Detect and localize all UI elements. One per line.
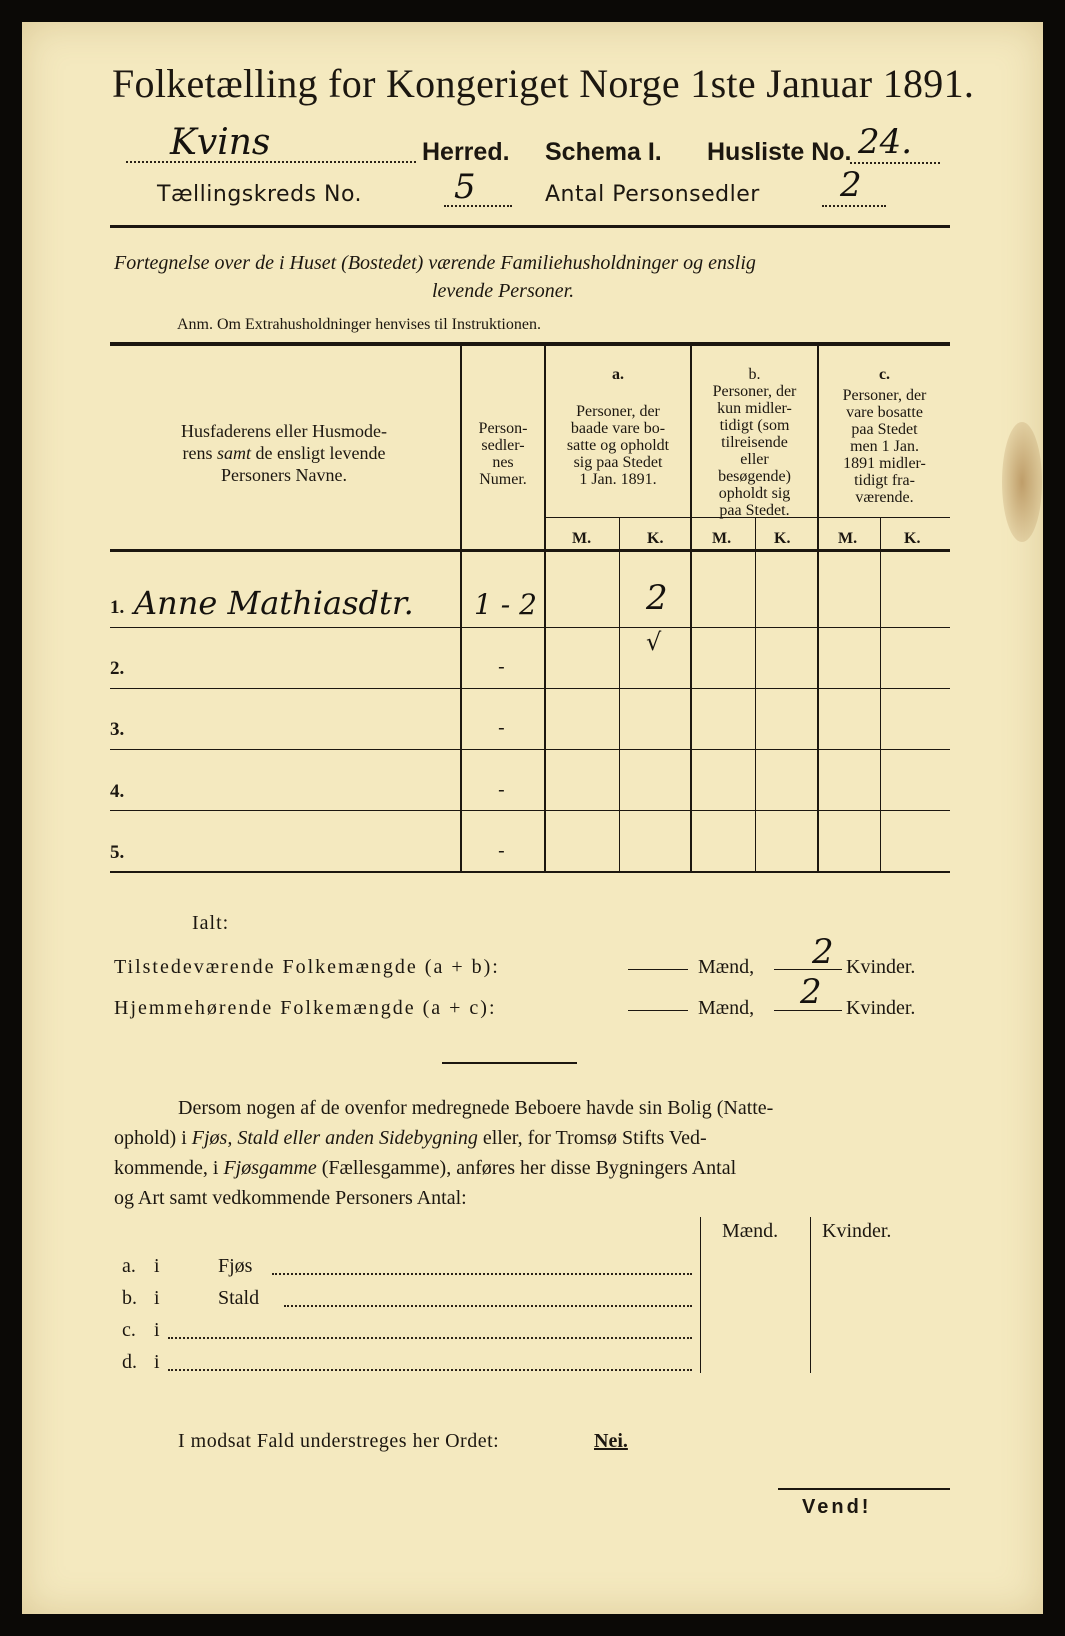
paper-stain (1002, 422, 1042, 542)
col-divider (755, 518, 756, 871)
person-sedler-number: - (498, 654, 505, 678)
hjemme-kvinder-value[interactable]: 2 (800, 972, 822, 1012)
row-number: 4. (110, 781, 125, 802)
col-a-header (546, 366, 690, 488)
col-name-header-line: Personers Navne. (221, 465, 347, 485)
table-header-bottom-rule (110, 549, 950, 552)
row-number: 2. (110, 658, 125, 679)
col-b-line: paa Stedet. (719, 502, 790, 519)
col-c-k-label: K. (904, 530, 921, 547)
col-c-line: Personer, der (842, 387, 927, 404)
col-a-line: Personer, der (576, 403, 660, 420)
taellingskreds-value[interactable]: 5 (454, 167, 476, 207)
taellingskreds-label: Tællingskreds No. (157, 182, 363, 207)
col-b-line: eller (740, 451, 769, 468)
col-divider (880, 518, 881, 871)
col-name-header (114, 420, 454, 486)
hjemme-label: Hjemmehørende Folkemængde (a + c): (114, 997, 497, 1019)
col-a-letter: a. (612, 366, 624, 383)
col-a-line: satte og opholdt (566, 437, 670, 454)
col-c-line: værende. (855, 489, 914, 506)
tilstede-kvinder-label: Kvinder. (846, 956, 916, 978)
building-item-i: i (154, 1319, 160, 1341)
ialt-label: Ialt: (192, 912, 230, 934)
buildings-para-line-3: kommende, i Fjøsgamme (Fællesgamme), anføres her disse Bygningers Antal (114, 1157, 737, 1179)
building-item-dots (168, 1336, 692, 1339)
col-b-line: kun midler- (717, 400, 792, 417)
building-item-dots (272, 1272, 692, 1275)
buildings-kvinder-header: Kvinder. (822, 1220, 892, 1242)
building-item-dots (284, 1304, 692, 1307)
col-name-header-line: Husfaderens eller Husmode- (181, 421, 387, 441)
tilstede-maend-line (628, 969, 688, 970)
col-b-line: besøgende) (718, 468, 791, 485)
building-item-i: i (154, 1287, 160, 1309)
nei-word[interactable]: Nei. (594, 1430, 628, 1452)
col-num-header (462, 420, 544, 488)
table-top-rule (110, 342, 950, 346)
buildings-col-divider (810, 1217, 811, 1373)
col-num-line: Numer. (479, 471, 527, 488)
col-b-header (692, 366, 817, 519)
husliste-value[interactable]: 24. (858, 122, 913, 162)
building-item-letter: d. (122, 1351, 137, 1373)
col-c-line: paa Stedet (851, 421, 918, 438)
intro-line-1: Fortegnelse over de i Huset (Bostedet) værende Familiehusholdninger og enslig (114, 252, 756, 274)
person-sedler-number: - (498, 838, 505, 862)
col-b-line: opholdt sig (718, 485, 791, 502)
vend-rule (778, 1488, 950, 1490)
buildings-maend-header: Mænd. (722, 1220, 779, 1242)
personsedler-value[interactable]: 2 (840, 165, 862, 205)
row-number: 3. (110, 719, 125, 740)
col-num-line: nes (492, 454, 514, 471)
col-num-line: sedler- (481, 437, 525, 454)
modsat-label: I modsat Fald understreges her Ordet: (178, 1430, 500, 1452)
buildings-col-divider (700, 1217, 701, 1373)
col-name-header-line: rens samt de ensligt levende (182, 443, 386, 463)
table-bottom-rule (110, 871, 950, 873)
building-item-label: Fjøs (218, 1255, 253, 1277)
schema-label: Schema I. (545, 138, 662, 166)
section-divider (442, 1062, 577, 1064)
col-a-line: sig paa Stedet (573, 454, 663, 471)
row-rule (110, 749, 950, 750)
tilstede-kvinder-value[interactable]: 2 (812, 932, 834, 972)
row-number: 1. (110, 597, 125, 618)
buildings-para-line-4: og Art samt vedkommende Personers Antal: (114, 1187, 467, 1209)
header-rule (110, 225, 950, 228)
row-rule (110, 688, 950, 689)
col-c-line: 1891 midler- (843, 455, 926, 472)
herred-label: Herred. (422, 138, 510, 166)
col-a-k-value[interactable]: 2 (646, 578, 668, 618)
col-b-line: tilreisende (721, 434, 788, 451)
census-form-sheet (22, 22, 1043, 1614)
col-b-line: tidigt (som (719, 417, 790, 434)
row-rule (110, 627, 950, 628)
tilstede-maend-label: Mænd, (698, 956, 755, 978)
col-b-m-label: M. (712, 530, 732, 547)
hjemme-maend-line (628, 1010, 688, 1011)
col-divider (619, 518, 620, 871)
intro-line-2: levende Personer. (432, 280, 575, 302)
buildings-para-line-1: Dersom nogen af de ovenfor medregnede Beboere havde sin Bolig (Natte- (178, 1097, 774, 1119)
personsedler-label: Antal Personsedler (545, 182, 760, 207)
col-a-line: baade vare bo- (570, 420, 666, 437)
building-item-letter: c. (122, 1319, 136, 1341)
hjemme-kvinder-label: Kvinder. (846, 997, 916, 1019)
person-sedler-number: - (498, 777, 505, 801)
person-sedler-number: - (498, 715, 505, 739)
col-c-letter: c. (878, 366, 891, 383)
building-item-i: i (154, 1351, 160, 1373)
col-c-line: tidigt fra- (854, 472, 915, 489)
person-sedler-number[interactable]: 1 - 2 (474, 588, 537, 621)
tilstede-label: Tilstedeværende Folkemængde (a + b): (114, 956, 500, 978)
building-item-label: Stald (218, 1287, 260, 1309)
form-title: Folketælling for Kongeriget Norge 1ste Januar 1891. (112, 61, 975, 106)
col-c-line: vare bosatte (846, 404, 923, 421)
buildings-para-line-2: ophold) i Fjøs, Stald eller anden Sidebygning eller, for Tromsø Stifts Ved- (114, 1127, 707, 1149)
col-a-line: 1 Jan. 1891. (579, 471, 657, 488)
col-b-letter: b. (748, 366, 761, 383)
row-rule (110, 810, 950, 811)
col-a-m-label: M. (572, 530, 592, 547)
col-num-line: Person- (478, 420, 528, 437)
person-name[interactable]: Anne Mathiasdtr. (134, 584, 414, 622)
hjemme-maend-label: Mænd, (698, 997, 755, 1019)
building-item-letter: a. (122, 1255, 136, 1277)
instruction-note: Anm. Om Extrahusholdninger henvises til Instruktionen. (177, 316, 541, 333)
col-c-header (819, 366, 950, 506)
col-a-k-value[interactable]: √ (646, 628, 662, 656)
building-item-i: i (154, 1255, 160, 1277)
col-b-k-label: K. (774, 530, 791, 547)
col-b-line: Personer, der (712, 383, 797, 400)
vend-label: Vend! (802, 1496, 872, 1518)
row-number: 5. (110, 842, 125, 863)
husliste-label: Husliste No. (707, 138, 852, 166)
building-item-dots (168, 1368, 692, 1371)
col-a-k-label: K. (647, 530, 664, 547)
herred-value[interactable]: Kvins (170, 122, 271, 163)
col-c-line: men 1 Jan. (850, 438, 919, 455)
building-item-letter: b. (122, 1287, 137, 1309)
col-c-m-label: M. (838, 530, 858, 547)
